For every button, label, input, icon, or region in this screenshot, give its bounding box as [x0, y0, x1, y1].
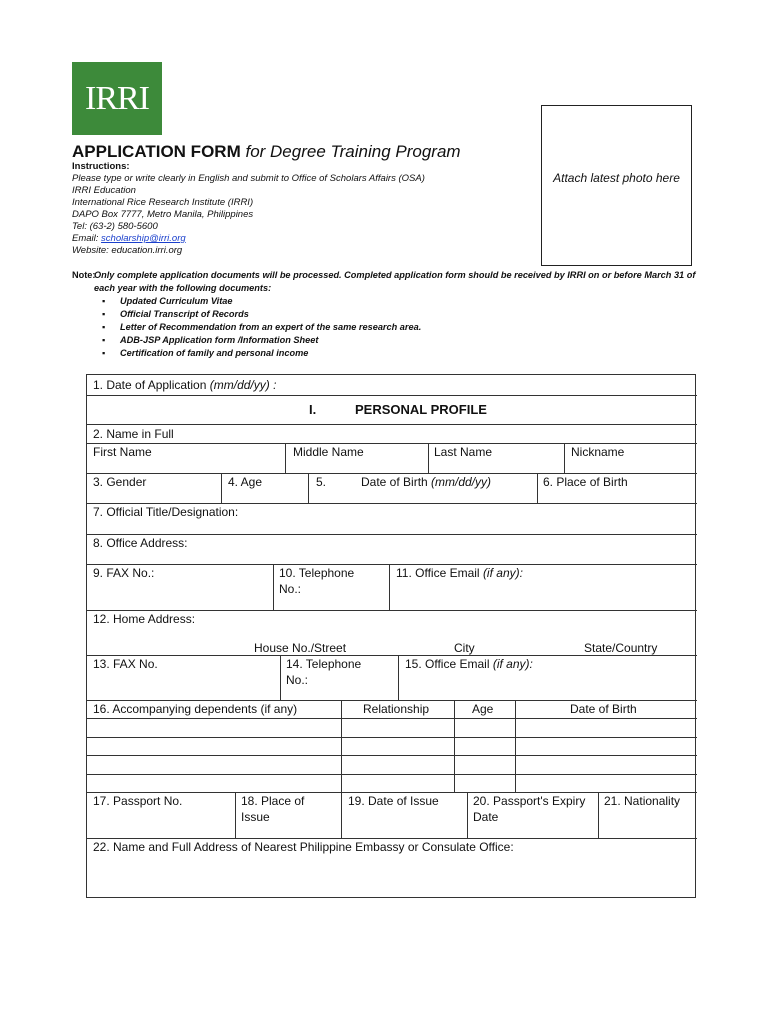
dob-format-hint: (mm/dd/yy) [431, 475, 492, 489]
website-line: Website: education.irri.org [72, 245, 183, 256]
dependents-label: 16. Accompanying dependents (if any) [93, 702, 298, 716]
document-item: ▪ Updated Curriculum Vitae [102, 295, 702, 308]
date-of-application-label: 1. Date of Application [93, 378, 207, 392]
rule [564, 443, 565, 473]
place-of-issue-field[interactable] [241, 793, 304, 825]
expiry-label: 20. Passport's Expiry [473, 794, 586, 808]
rule [308, 473, 309, 503]
application-form [86, 374, 696, 898]
rule [221, 473, 222, 503]
photo-box [541, 105, 692, 266]
note [72, 269, 702, 360]
dependent-age-header: Age [472, 702, 494, 716]
house-no-caption: House No./Street [254, 641, 347, 655]
instructions-line: DAPO Box 7777, Metro Manila, Philippines [72, 209, 254, 220]
home-email-field[interactable] [405, 656, 533, 672]
rule [285, 443, 286, 473]
name-in-full-label: 2. Name in Full [93, 427, 174, 441]
note-text: Only complete application documents will be processed. Completed application form should be received by IRRI on or before March 31 of each year with the following documents: [94, 270, 696, 293]
office-email-field[interactable] [396, 565, 523, 581]
title-bold: APPLICATION FORM [72, 142, 241, 161]
date-of-application-field[interactable] [93, 377, 276, 393]
place-of-birth-field[interactable]: 6. Place of Birth [543, 475, 628, 489]
instructions [72, 161, 425, 257]
rule [87, 755, 697, 756]
rule [87, 718, 697, 719]
rule [87, 564, 697, 565]
relationship-header: Relationship [363, 702, 430, 716]
city-caption: City [454, 641, 475, 655]
place-of-issue-label-cont: Issue [241, 810, 270, 824]
dob-number: 5. [316, 475, 327, 489]
home-telephone-label-cont: No.: [286, 673, 309, 687]
rule [235, 792, 236, 838]
photo-label: Attach latest photo here [553, 171, 680, 185]
rule [273, 564, 274, 610]
expiry-label-cont: Date [473, 810, 499, 824]
rule [454, 700, 455, 792]
document-item: ▪ ADB-JSP Application form /Information Sheet [102, 334, 702, 347]
instructions-line: Tel: (63-2) 580-5600 [72, 221, 158, 232]
home-telephone-field[interactable] [286, 656, 361, 688]
page-title [72, 142, 461, 162]
rule [87, 737, 697, 738]
first-name-field[interactable]: First Name [93, 445, 152, 459]
place-of-issue-label: 18. Place of [241, 794, 305, 808]
office-email-label: 11. Office Email [396, 566, 480, 580]
irri-logo [72, 62, 162, 135]
passport-field[interactable]: 17. Passport No. [93, 794, 183, 808]
rule [598, 792, 599, 838]
embassy-field[interactable]: 22. Name and Full Address of Nearest Philippine Embassy or Consulate Office: [93, 840, 514, 854]
rule [87, 774, 697, 775]
passport-expiry-field[interactable] [473, 793, 585, 825]
section-title: PERSONAL PROFILE [355, 402, 487, 417]
instructions-line: IRRI Education [72, 185, 136, 196]
if-any-hint: (if any): [492, 657, 533, 671]
home-address-field[interactable]: 12. Home Address: [93, 612, 196, 626]
email-label: Email: [72, 233, 102, 244]
rule [398, 655, 399, 700]
email-link[interactable]: scholarship@irri.org [101, 233, 186, 244]
email-line [72, 233, 425, 245]
official-title-field[interactable]: 7. Official Title/Designation: [93, 505, 239, 519]
rule [341, 700, 342, 792]
rule [341, 792, 342, 838]
telephone-label: 10. Telephone [279, 566, 355, 580]
fax-field[interactable]: 9. FAX No.: [93, 566, 155, 580]
date-of-issue-field[interactable]: 19. Date of Issue [348, 794, 439, 808]
rule [87, 424, 697, 425]
if-any-hint: (if any): [482, 566, 523, 580]
instructions-line: Please type or write clearly in English and submit to Office of Scholars Affairs (OSA) [72, 173, 425, 184]
document-item: ▪ Certification of family and personal income [102, 347, 702, 360]
dob-label: Date of Birth [361, 475, 428, 489]
rule [467, 792, 468, 838]
note-label: Note: [72, 270, 96, 280]
rule [87, 395, 697, 396]
state-country-caption: State/Country [584, 641, 658, 655]
office-address-field[interactable]: 8. Office Address: [93, 536, 188, 550]
section-number: I. [309, 402, 317, 417]
gender-field[interactable]: 3. Gender [93, 475, 147, 489]
middle-name-field[interactable]: Middle Name [293, 445, 364, 459]
home-telephone-label: 14. Telephone [286, 657, 362, 671]
document-item: ▪ Official Transcript of Records [102, 308, 702, 321]
date-of-birth-field[interactable] [361, 474, 491, 490]
document-item: ▪ Letter of Recommendation from an expert of the same research area. [102, 321, 702, 334]
rule [280, 655, 281, 700]
nationality-field[interactable]: 21. Nationality [604, 794, 681, 808]
telephone-label-cont: No.: [279, 582, 302, 596]
title-rest: for Degree Training Program [245, 142, 461, 161]
home-email-label: 15. Office Email [405, 657, 490, 671]
rule [515, 700, 516, 792]
home-fax-field[interactable]: 13. FAX No. [93, 657, 158, 671]
date-format-hint: (mm/dd/yy) : [209, 378, 277, 392]
age-field[interactable]: 4. Age [228, 475, 263, 489]
rule [537, 473, 538, 503]
rule [389, 564, 390, 610]
instructions-heading: Instructions: [72, 161, 130, 172]
nickname-field[interactable]: Nickname [571, 445, 625, 459]
dependent-dob-header: Date of Birth [570, 702, 637, 716]
instructions-line: International Rice Research Institute (IRRI) [72, 197, 254, 208]
logo-text: IRRI [85, 79, 149, 117]
telephone-field[interactable] [279, 565, 354, 597]
rule [428, 443, 429, 473]
document-list [72, 295, 702, 360]
last-name-field[interactable]: Last Name [434, 445, 493, 459]
